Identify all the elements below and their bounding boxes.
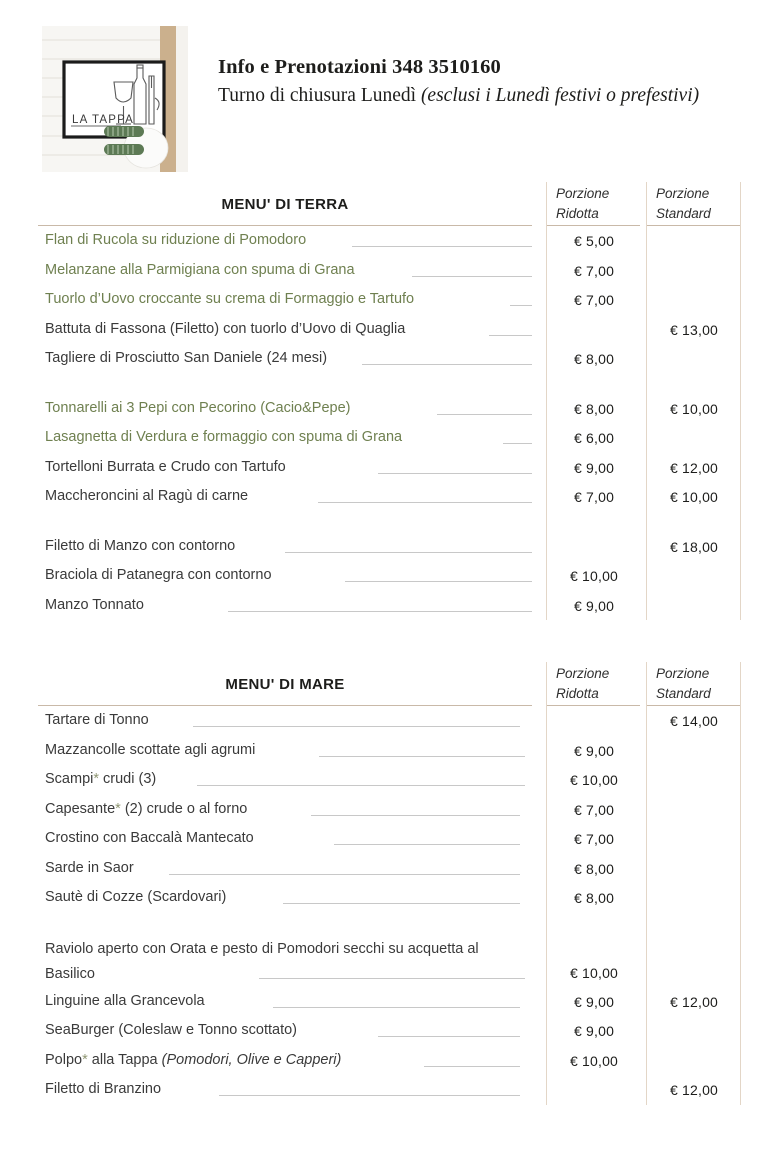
menu-item-row <box>0 987 778 1017</box>
column-header-porzione-standard <box>646 184 748 224</box>
price-leader-line <box>283 903 520 904</box>
price-porzione-standard: € 14,00 <box>669 713 719 729</box>
menu-item-row <box>0 532 778 562</box>
price-porzione-standard: € 10,00 <box>669 400 719 417</box>
menu-section-terra <box>0 182 778 620</box>
price-leader-line <box>311 815 520 816</box>
col-standard-line2: Standard <box>656 686 711 701</box>
price-leader-line <box>503 443 532 444</box>
column-divider-1 <box>646 662 647 1105</box>
menu-item-row <box>0 795 778 825</box>
menu-item-name: Tartare di Tonno <box>45 712 149 728</box>
menu-item-row <box>0 736 778 766</box>
price-porzione-ridotta: € 9,00 <box>573 1023 615 1039</box>
section-header-terra <box>0 182 778 226</box>
col-standard-line1: Porzione <box>656 186 710 201</box>
menu-item-name: Tagliere di Prosciutto San Daniele (24 mesi) <box>45 350 328 366</box>
menu-item-name: Melanzane alla Parmigiana con spuma di Grana <box>45 261 355 278</box>
menu-item-name: Maccheroncini al Ragù di carne <box>45 488 249 504</box>
column-divider-2 <box>740 182 741 620</box>
menu-item-row <box>0 591 778 621</box>
group-spacer <box>0 512 778 532</box>
price-porzione-ridotta: € 8,00 <box>573 860 615 877</box>
header-text-block <box>218 56 763 107</box>
info-phone-line: Info e Prenotazioni 348 3510160 <box>218 56 501 78</box>
price-leader-line <box>378 473 532 474</box>
menu-section-mare <box>0 662 778 1105</box>
column-divider-1 <box>646 182 647 620</box>
price-porzione-standard: € 12,00 <box>669 993 719 1010</box>
section-title: MENU' DI TERRA <box>221 196 349 213</box>
menu-item-name: Tuorlo d’Uovo croccante su crema di Formaggio e Tartufo <box>45 291 415 307</box>
price-leader-line <box>345 581 532 582</box>
group-spacer <box>0 374 778 394</box>
price-porzione-ridotta: € 9,00 <box>573 742 615 759</box>
menu-item-row <box>0 933 778 987</box>
menu-item-name: Capesante* (2) crude o al forno <box>45 800 248 817</box>
col-standard-line2: Standard <box>656 206 711 221</box>
col-standard-line1: Porzione <box>656 666 710 681</box>
price-leader-line <box>352 246 532 247</box>
menu-rows-terra <box>0 226 778 620</box>
menu-item-name: Linguine alla Grancevola <box>45 992 205 1009</box>
price-leader-line <box>228 611 532 612</box>
price-leader-line <box>318 502 532 503</box>
price-leader-line <box>437 414 532 415</box>
price-porzione-ridotta: € 10,00 <box>569 1052 619 1069</box>
page-header <box>0 0 778 178</box>
menu-item-row <box>0 315 778 345</box>
price-porzione-ridotta: € 7,00 <box>573 292 615 308</box>
col-reduced-line1: Porzione <box>556 666 610 681</box>
menu-item-row <box>0 883 778 913</box>
restaurant-logo <box>42 26 188 172</box>
menu-item-name: Tonnarelli ai 3 Pepi con Pecorino (Cacio&Pepe) <box>45 399 351 416</box>
price-leader-line <box>362 364 532 365</box>
menu-item-row <box>0 453 778 483</box>
price-porzione-ridotta: € 8,00 <box>573 400 615 417</box>
menu-item-row <box>0 1016 778 1046</box>
menu-item-row <box>0 256 778 286</box>
column-divider-2 <box>740 662 741 1105</box>
col-reduced-line2: Ridotta <box>556 686 599 701</box>
column-header-porzione-ridotta <box>546 664 648 704</box>
column-header-porzione-ridotta <box>546 184 648 224</box>
price-porzione-ridotta: € 10,00 <box>569 964 619 981</box>
price-porzione-standard: € 12,00 <box>669 1082 719 1098</box>
price-porzione-ridotta: € 8,00 <box>573 890 615 906</box>
menu-item-row <box>0 423 778 453</box>
price-leader-line <box>273 1007 520 1008</box>
price-porzione-ridotta: € 6,00 <box>573 430 615 446</box>
menu-item-row <box>0 1075 778 1105</box>
menu-item-row <box>0 482 778 512</box>
menu-item-name: Tortelloni Burrata e Crudo con Tartufo <box>45 458 286 475</box>
menu-item-name: Sautè di Cozze (Scardovari) <box>45 889 227 905</box>
price-porzione-ridotta: € 7,00 <box>573 262 615 279</box>
price-leader-line <box>489 335 532 336</box>
price-porzione-ridotta: € 9,00 <box>573 459 615 476</box>
menu-item-name: Raviolo aperto con Orata e pesto di Pomodori secchi su acquetta al Basilico <box>45 940 479 982</box>
price-porzione-ridotta: € 7,00 <box>573 831 615 847</box>
closing-day-line <box>218 85 763 107</box>
menu-item-name: Crostino con Baccalà Mantecato <box>45 830 254 846</box>
menu-item-name: Battuta di Fassona (Filetto) con tuorlo d’Uovo di Quaglia <box>45 320 406 337</box>
price-leader-line <box>424 1066 520 1067</box>
closing-day-note: (esclusi i Lunedì festivi o prefestivi) <box>420 85 700 106</box>
price-porzione-ridotta: € 8,00 <box>573 351 615 367</box>
section-title: MENU' DI MARE <box>225 676 345 693</box>
closing-day-main: Turno di chiusura Lunedì <box>218 85 421 106</box>
price-leader-line <box>334 844 520 845</box>
price-porzione-ridotta: € 7,00 <box>573 801 615 818</box>
price-porzione-ridotta: € 5,00 <box>573 233 615 249</box>
menu-item-row <box>0 1046 778 1076</box>
price-porzione-standard: € 13,00 <box>669 321 719 338</box>
price-porzione-standard: € 12,00 <box>669 459 719 476</box>
price-porzione-ridotta: € 9,00 <box>573 993 615 1010</box>
col-reduced-line2: Ridotta <box>556 206 599 221</box>
price-porzione-ridotta: € 10,00 <box>569 772 619 788</box>
price-leader-line <box>197 785 525 786</box>
price-leader-line <box>412 276 532 277</box>
menu-item-name: Manzo Tonnato <box>45 596 144 613</box>
menu-item-row <box>0 394 778 424</box>
price-porzione-ridotta: € 10,00 <box>569 568 619 584</box>
menu-item-row <box>0 285 778 315</box>
menu-item-name: SeaBurger (Coleslaw e Tonno scottato) <box>45 1022 298 1038</box>
price-porzione-ridotta: € 9,00 <box>573 597 615 614</box>
column-divider-0 <box>546 182 547 620</box>
col-reduced-line1: Porzione <box>556 186 610 201</box>
menu-item-name: Flan di Rucola su riduzione di Pomodoro <box>45 232 307 248</box>
price-leader-line <box>510 305 532 306</box>
price-leader-line <box>219 1095 520 1096</box>
svg-text:LA TAPPA: LA TAPPA <box>72 114 135 126</box>
group-spacer <box>0 913 778 933</box>
logo-illustration <box>42 26 188 172</box>
menu-item-row <box>0 854 778 884</box>
menu-rows-mare <box>0 706 778 1105</box>
price-leader-line <box>169 874 520 875</box>
menu-item-name: Scampi* crudi (3) <box>45 771 157 787</box>
price-leader-line <box>378 1036 520 1037</box>
menu-item-name: Sarde in Saor <box>45 859 134 876</box>
price-leader-line <box>259 978 525 979</box>
menu-item-name: Mazzancolle scottate agli agrumi <box>45 741 256 758</box>
menu-item-name: Lasagnetta di Verdura e formaggio con spuma di Grana <box>45 429 403 445</box>
menu-item-row <box>0 706 778 736</box>
price-leader-line <box>285 552 532 553</box>
column-header-porzione-standard <box>646 664 748 704</box>
menu-item-name: Braciola di Patanegra con contorno <box>45 567 272 583</box>
menu-item-row <box>0 765 778 795</box>
menu-item-name: Filetto di Manzo con contorno <box>45 537 236 554</box>
price-porzione-ridotta: € 7,00 <box>573 489 615 505</box>
menu-item-name: Filetto di Branzino <box>45 1081 162 1097</box>
section-header-mare <box>0 662 778 706</box>
column-divider-0 <box>546 662 547 1105</box>
menu-item-row <box>0 824 778 854</box>
price-leader-line <box>319 756 525 757</box>
menu-item-row <box>0 561 778 591</box>
menu-item-row <box>0 226 778 256</box>
price-porzione-standard: € 18,00 <box>669 538 719 555</box>
menu-item-row <box>0 344 778 374</box>
menu-item-name: Polpo* alla Tappa (Pomodori, Olive e Capperi) <box>45 1051 342 1068</box>
price-porzione-standard: € 10,00 <box>669 489 719 505</box>
price-leader-line <box>193 726 520 727</box>
